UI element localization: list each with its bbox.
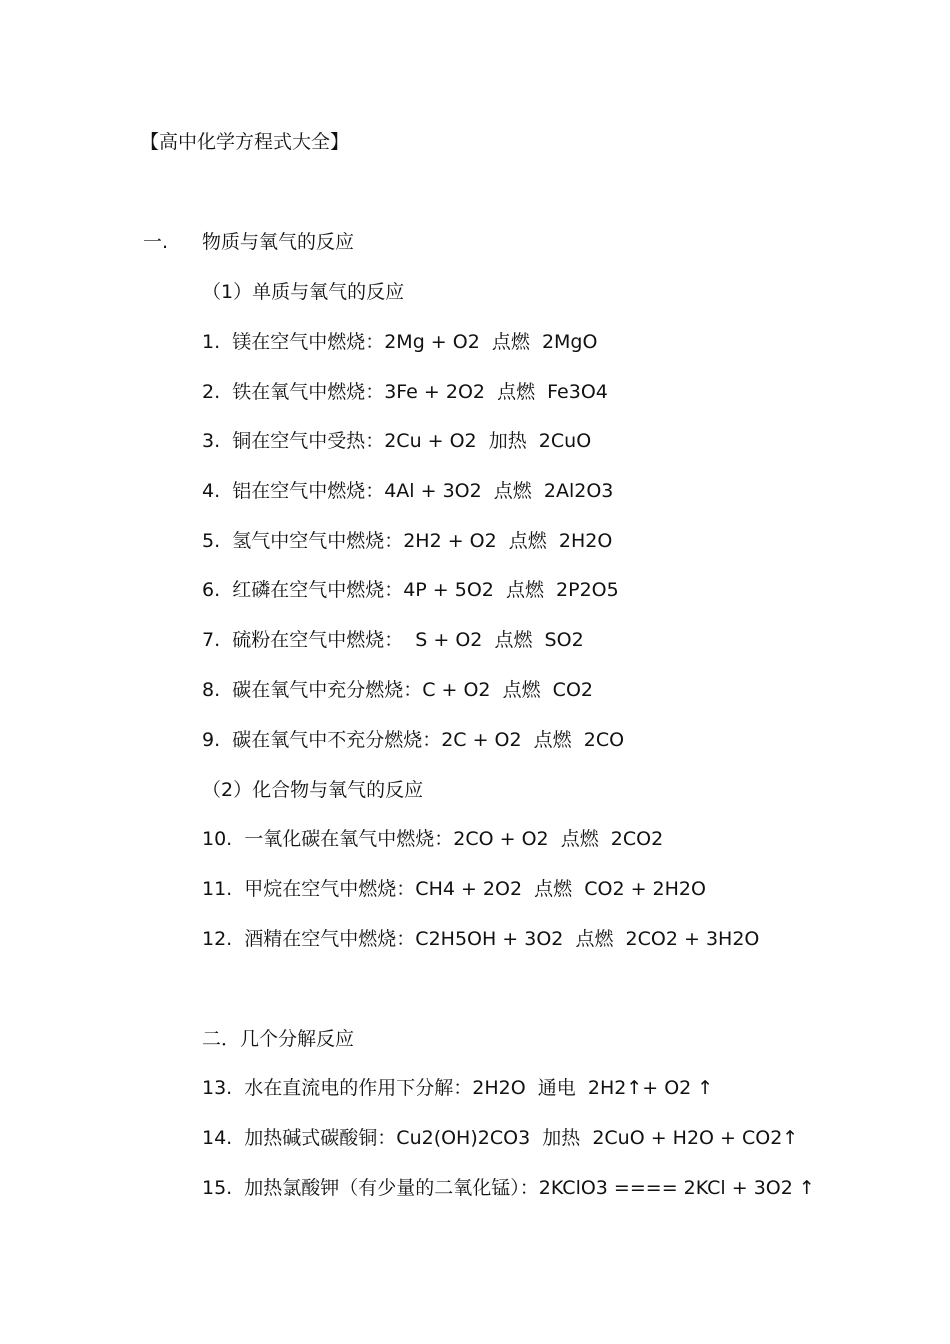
equation-item: 12. 酒精在空气中燃烧：C2H5OH + 3O2 点燃 2CO2 + 3H2O xyxy=(202,928,760,950)
equation-item: 8. 碳在氧气中充分燃烧：C + O2 点燃 CO2 xyxy=(202,679,593,701)
equation-item: 15. 加热氯酸钾（有少量的二氧化锰）：2KClO3 ==== 2KCl + 3O2 ↑ xyxy=(202,1177,815,1199)
equation-item: 9. 碳在氧气中不充分燃烧：2C + O2 点燃 2CO xyxy=(202,729,625,751)
subsection-1-heading: （1）单质与氧气的反应 xyxy=(202,281,405,303)
section-1-number: 一. xyxy=(143,231,169,253)
equation-item: 3. 铜在空气中受热：2Cu + O2 加热 2CuO xyxy=(202,430,592,452)
equation-item: 4. 铝在空气中燃烧：4Al + 3O2 点燃 2Al2O3 xyxy=(202,480,614,502)
equation-item: 6. 红磷在空气中燃烧：4P + 5O2 点燃 2P2O5 xyxy=(202,579,619,601)
equation-item: 1. 镁在空气中燃烧：2Mg + O2 点燃 2MgO xyxy=(202,331,598,353)
equation-item: 7. 硫粉在空气中燃烧： S + O2 点燃 SO2 xyxy=(202,629,584,651)
document-title: 【高中化学方程式大全】 xyxy=(140,131,350,153)
section-1-heading: 物质与氧气的反应 xyxy=(202,231,355,253)
section-2-heading: 二．几个分解反应 xyxy=(202,1028,355,1050)
equation-item: 5. 氢气中空气中燃烧：2H2 + O2 点燃 2H2O xyxy=(202,530,613,552)
equation-item: 13. 水在直流电的作用下分解：2H2O 通电 2H2↑+ O2 ↑ xyxy=(202,1077,714,1099)
subsection-2-heading: （2）化合物与氧气的反应 xyxy=(202,779,424,801)
equation-item: 10. 一氧化碳在氧气中燃烧：2CO + O2 点燃 2CO2 xyxy=(202,828,664,850)
equation-item: 2. 铁在氧气中燃烧：3Fe + 2O2 点燃 Fe3O4 xyxy=(202,381,608,403)
equation-item: 14. 加热碱式碳酸铜：Cu2(OH)2CO3 加热 2CuO + H2O + CO2↑ xyxy=(202,1127,799,1149)
equation-item: 11. 甲烷在空气中燃烧：CH4 + 2O2 点燃 CO2 + 2H2O xyxy=(202,878,706,900)
